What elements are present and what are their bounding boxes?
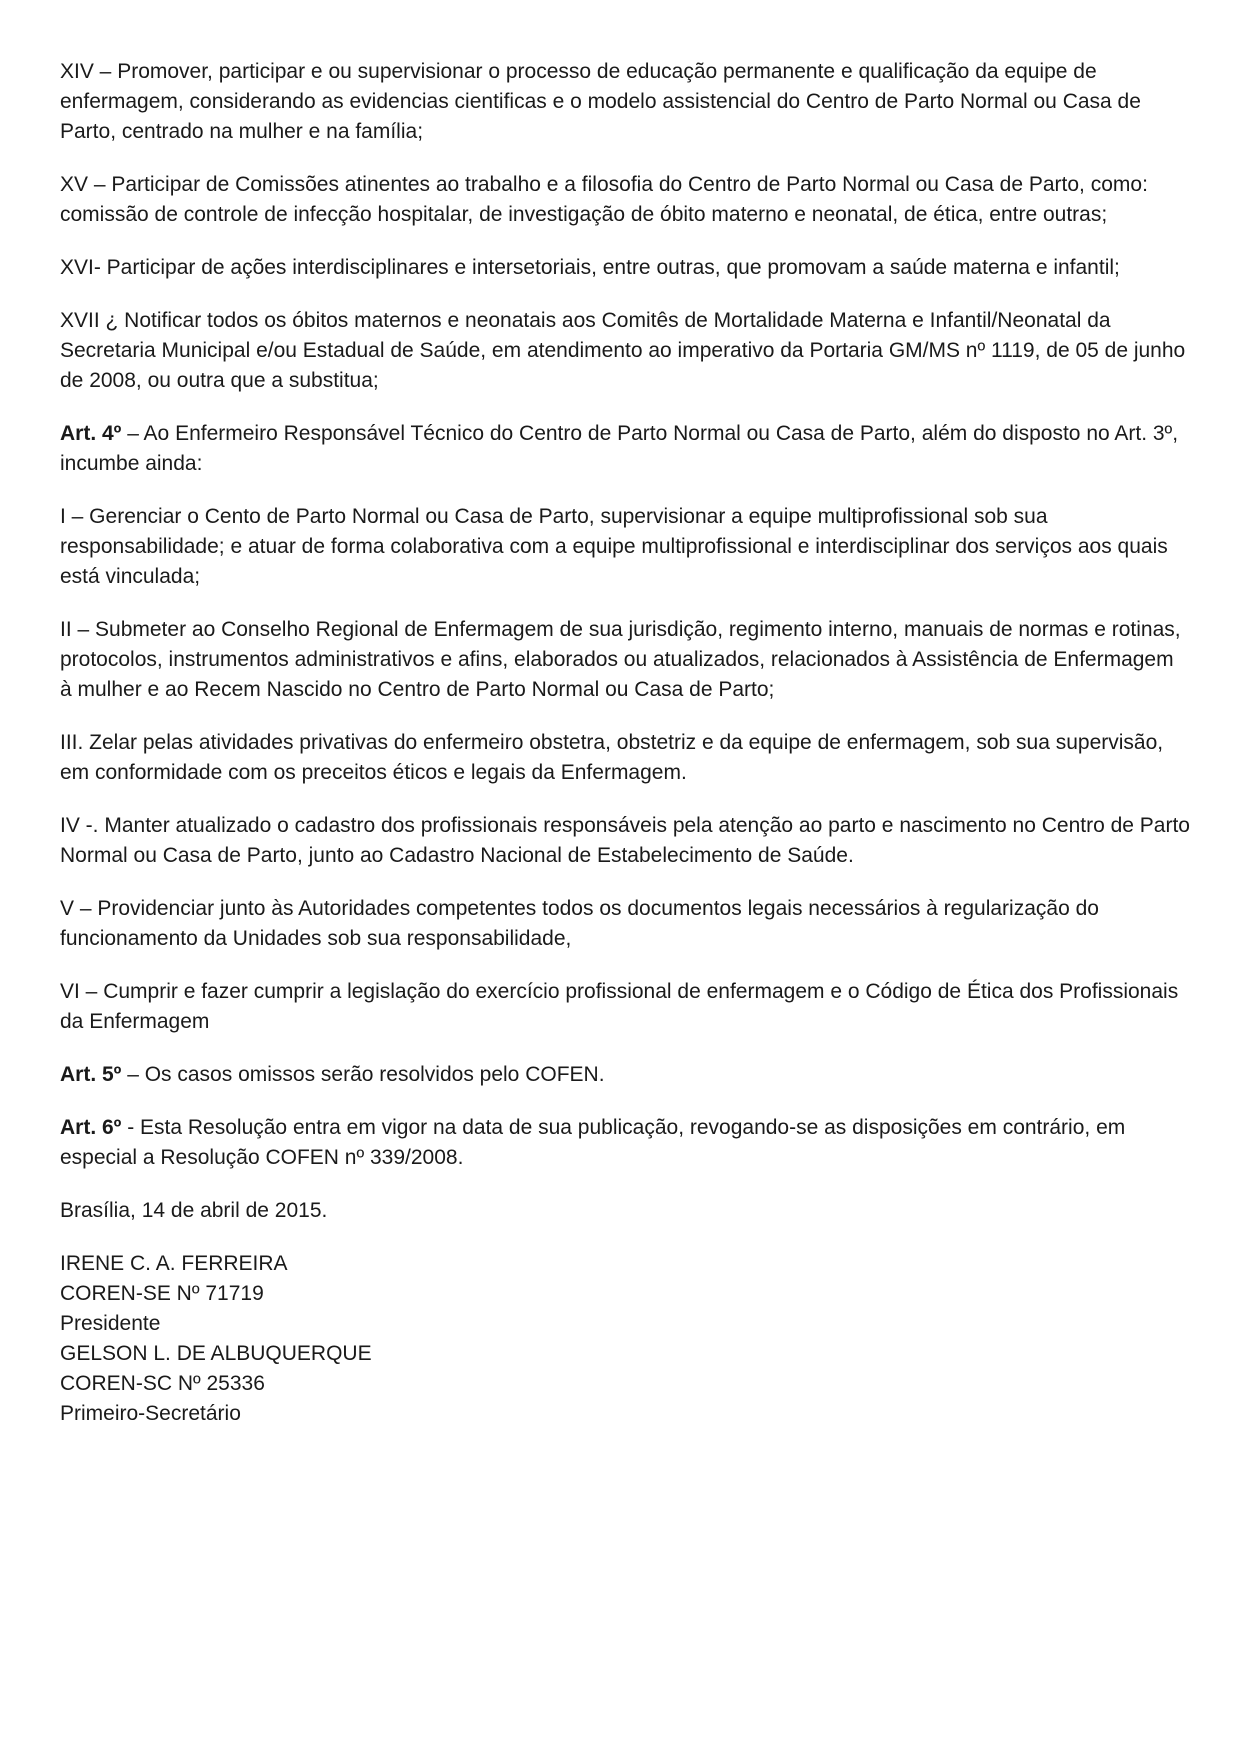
- item-xvi: XVI- Participar de ações interdisciplinares e intersetoriais, entre outras, que promovam a saúde materna e infantil;: [60, 256, 1120, 279]
- art4-item-v: V – Providenciar junto às Autoridades competentes todos os documentos legais necessários à regularização do funcionamento da Unidades sob sua responsabilidade,: [60, 897, 1099, 950]
- signatory-1-role: Presidente: [60, 1312, 161, 1335]
- document-page: [60, 57, 1190, 1429]
- signature-block: [60, 1249, 1190, 1429]
- signatory-1-coren: COREN-SE Nº 71719: [60, 1282, 264, 1305]
- article-6-label: Art. 6º: [60, 1116, 122, 1139]
- art4-item-vi: VI – Cumprir e fazer cumprir a legislação do exercício profissional de enfermagem e o Código de Ética dos Profissionais da Enfermagem: [60, 980, 1179, 1033]
- art4-item-i: I – Gerenciar o Cento de Parto Normal ou Casa de Parto, supervisionar a equipe multiprofissional sob sua responsabilidade; e atuar de forma colaborativa com a equipe multiprofissional e interdisciplinar dos serviços aos quais está vinculada;: [60, 505, 1168, 588]
- art4-item-ii: II – Submeter ao Conselho Regional de Enfermagem de sua jurisdição, regimento interno, manuais de normas e rotinas, protocolos, instrumentos administrativos e afins, elaborados ou atualizados, relacionados à Assistência de Enfermagem à mulher e ao Recem Nascido no Centro de Parto Normal ou Casa de Parto;: [60, 618, 1181, 701]
- article-6: [60, 1113, 1190, 1173]
- article-5: [60, 1060, 1190, 1090]
- article-4-label: Art. 4º: [60, 422, 122, 445]
- article-6-text: - Esta Resolução entra em vigor na data de sua publicação, revogando-se as disposições em contrário, em especial a Resolução COFEN nº 339/2008.: [60, 1116, 1126, 1169]
- article-5-label: Art. 5º: [60, 1063, 122, 1086]
- article-5-text: – Os casos omissos serão resolvidos pelo COFEN.: [121, 1063, 605, 1086]
- signatory-1-name: IRENE C. A. FERREIRA: [60, 1252, 288, 1275]
- article-4-text: – Ao Enfermeiro Responsável Técnico do Centro de Parto Normal ou Casa de Parto, além do disposto no Art. 3º, incumbe ainda:: [60, 422, 1179, 475]
- date-line: Brasília, 14 de abril de 2015.: [60, 1199, 328, 1222]
- signatory-2-role: Primeiro-Secretário: [60, 1402, 241, 1425]
- art4-item-iii: III. Zelar pelas atividades privativas do enfermeiro obstetra, obstetriz e da equipe de enfermagem, sob sua supervisão, em conformidade com os preceitos éticos e legais da Enfermagem.: [60, 731, 1164, 784]
- signatory-2-coren: COREN-SC Nº 25336: [60, 1372, 265, 1395]
- article-4: [60, 419, 1190, 479]
- signatory-2-name: GELSON L. DE ALBUQUERQUE: [60, 1342, 372, 1365]
- item-xvii: XVII ¿ Notificar todos os óbitos maternos e neonatais aos Comitês de Mortalidade Materna e Infantil/Neonatal da Secretaria Municipal e/ou Estadual de Saúde, em atendimento ao imperativo da Portaria GM/MS nº 1119, de 05 de junho de 2008, ou outra que a substitua;: [60, 309, 1186, 392]
- art4-item-iv: IV -. Manter atualizado o cadastro dos profissionais responsáveis pela atenção ao parto e nascimento no Centro de Parto Normal ou Casa de Parto, junto ao Cadastro Nacional de Estabelecimento de Saúde.: [60, 814, 1190, 867]
- item-xv: XV – Participar de Comissões atinentes ao trabalho e a filosofia do Centro de Parto Normal ou Casa de Parto, como: comissão de controle de infecção hospitalar, de investigação de óbito materno e neonatal, de ética, entre outras;: [60, 173, 1148, 226]
- item-xiv: XIV – Promover, participar e ou supervisionar o processo de educação permanente e qualificação da equipe de enfermagem, considerando as evidencias cientificas e o modelo assistencial do Centro de Parto Normal ou Casa de Parto, centrado na mulher e na família;: [60, 60, 1141, 143]
